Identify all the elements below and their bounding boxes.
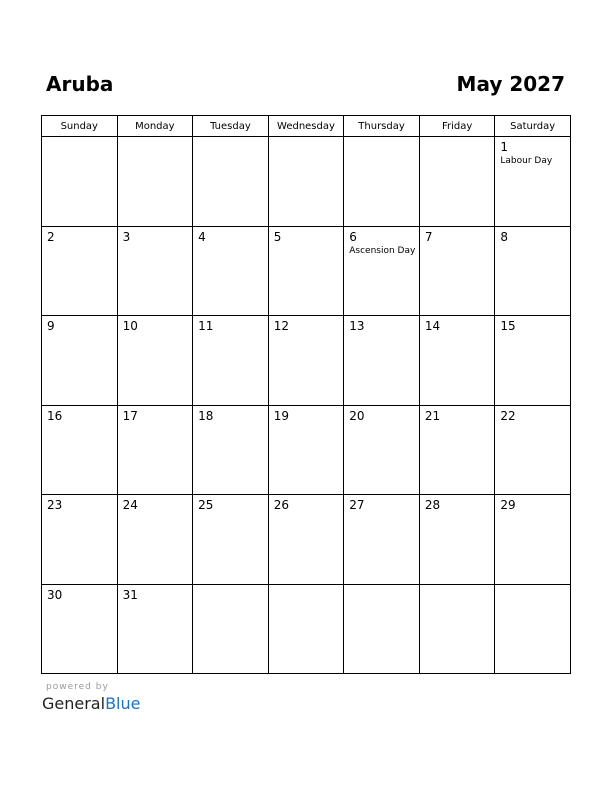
day-number: 8 xyxy=(500,229,509,244)
day-number: 4 xyxy=(198,229,206,244)
day-cell xyxy=(42,584,118,674)
day-cell xyxy=(42,226,118,316)
day-cell xyxy=(495,316,571,406)
day-number: 5 xyxy=(273,229,282,244)
weekday-sunday: Sunday xyxy=(42,116,118,137)
day-cell xyxy=(117,584,193,674)
country-title: Aruba xyxy=(46,72,114,96)
day-cell xyxy=(193,226,269,316)
day-cell xyxy=(344,137,420,227)
weekday-tuesday: Tuesday xyxy=(193,116,269,137)
day-number: 28 xyxy=(424,498,441,512)
weekday-monday: Monday xyxy=(117,116,193,137)
day-number: 10 xyxy=(122,319,138,333)
day-cell xyxy=(268,137,344,227)
day-cell xyxy=(42,405,118,495)
day-cell xyxy=(344,226,420,316)
day-cell xyxy=(495,584,571,674)
day-number xyxy=(269,585,344,588)
day-cell xyxy=(344,405,420,495)
brand-blue-text: Blue xyxy=(105,694,141,713)
day-number xyxy=(193,137,268,140)
day-number: 22 xyxy=(500,408,516,423)
week-row xyxy=(42,316,571,406)
day-cell xyxy=(344,316,420,406)
day-number: 20 xyxy=(349,408,365,423)
day-cell xyxy=(193,405,269,495)
day-cell xyxy=(117,226,193,316)
day-number: 1 xyxy=(500,140,509,154)
day-cell xyxy=(419,226,495,316)
day-number xyxy=(193,585,268,588)
day-number: 27 xyxy=(349,498,365,512)
day-number xyxy=(344,137,419,140)
day-number: 24 xyxy=(122,498,138,512)
day-number: 29 xyxy=(500,498,516,512)
powered-by-text: powered by xyxy=(46,682,109,692)
day-cell xyxy=(268,584,344,674)
day-cell xyxy=(117,405,193,495)
day-number: 17 xyxy=(122,408,138,423)
holiday-label: Labour Day xyxy=(500,156,553,166)
day-cell xyxy=(117,495,193,585)
day-number xyxy=(269,137,344,140)
day-number: 3 xyxy=(122,229,131,244)
day-number xyxy=(420,137,495,140)
day-cell xyxy=(193,137,269,227)
day-number: 2 xyxy=(47,229,55,244)
day-number xyxy=(42,137,117,140)
weekday-friday: Friday xyxy=(419,116,495,137)
day-number: 13 xyxy=(349,319,365,333)
day-number: 26 xyxy=(273,498,289,512)
day-cell xyxy=(193,495,269,585)
day-number: 30 xyxy=(47,587,63,602)
day-number: 15 xyxy=(500,319,516,333)
day-cell xyxy=(495,226,571,316)
week-row xyxy=(42,137,571,227)
day-cell xyxy=(419,495,495,585)
day-cell xyxy=(419,137,495,227)
day-number: 16 xyxy=(47,408,63,423)
month-year-title: May 2027 xyxy=(456,72,565,96)
day-number: 21 xyxy=(424,408,441,423)
day-cell xyxy=(495,405,571,495)
day-cell xyxy=(344,495,420,585)
day-number: 14 xyxy=(424,319,441,333)
day-number: 12 xyxy=(273,319,289,333)
day-number xyxy=(495,585,570,588)
day-cell xyxy=(419,316,495,406)
day-cell xyxy=(268,495,344,585)
brand-general-text: General xyxy=(42,694,106,713)
day-number: 31 xyxy=(122,587,138,602)
weekday-thursday: Thursday xyxy=(344,116,420,137)
day-number: 18 xyxy=(198,408,214,423)
day-number: 23 xyxy=(47,498,63,512)
day-number: 7 xyxy=(424,229,433,244)
holiday-label: Ascension Day xyxy=(349,245,416,256)
day-number: 6 xyxy=(349,229,357,244)
weekday-wednesday: Wednesday xyxy=(268,116,344,137)
day-cell xyxy=(495,137,571,227)
weekday-header-row xyxy=(42,116,571,137)
day-cell xyxy=(419,405,495,495)
day-cell xyxy=(268,316,344,406)
day-cell xyxy=(193,316,269,406)
day-cell xyxy=(42,316,118,406)
calendar-grid xyxy=(41,115,571,674)
day-cell xyxy=(117,137,193,227)
day-cell xyxy=(42,495,118,585)
day-cell xyxy=(42,137,118,227)
day-number: 9 xyxy=(47,319,55,333)
week-row xyxy=(42,495,571,585)
day-number: 25 xyxy=(198,498,214,512)
generalblue-logo[interactable] xyxy=(42,694,140,713)
week-row xyxy=(42,405,571,495)
day-cell xyxy=(495,495,571,585)
day-number xyxy=(118,137,193,140)
day-cell xyxy=(419,584,495,674)
week-row xyxy=(42,584,571,674)
day-number: 19 xyxy=(273,408,289,423)
day-number xyxy=(420,585,495,588)
day-cell xyxy=(268,226,344,316)
day-cell xyxy=(268,405,344,495)
week-row xyxy=(42,226,571,316)
day-number xyxy=(344,585,419,588)
day-cell xyxy=(193,584,269,674)
day-number: 11 xyxy=(198,319,214,333)
day-cell xyxy=(344,584,420,674)
day-cell xyxy=(117,316,193,406)
weekday-saturday: Saturday xyxy=(495,116,571,137)
